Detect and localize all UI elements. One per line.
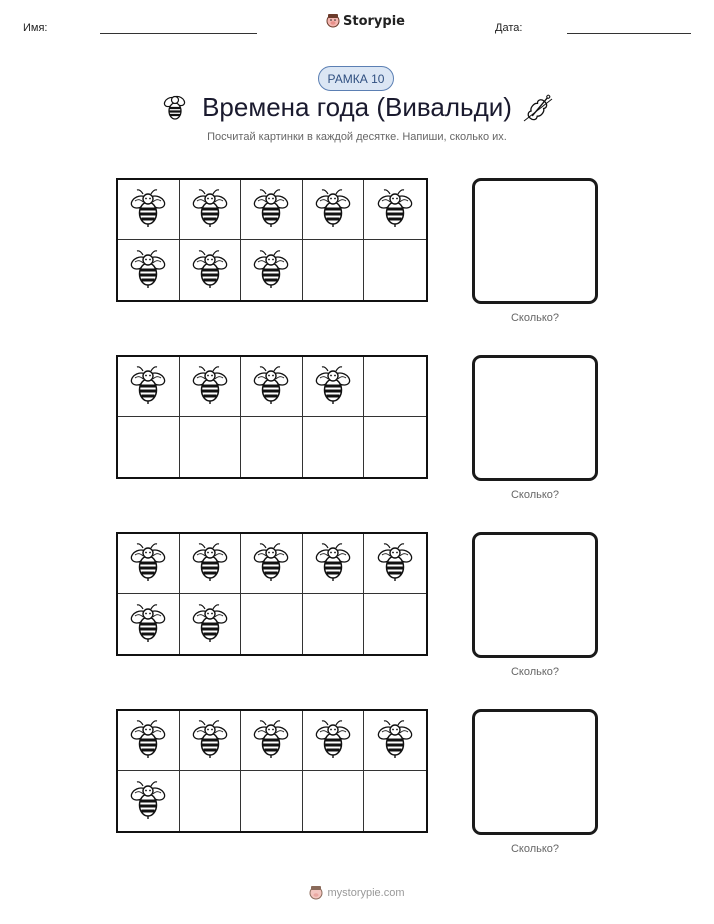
- ten-frame-cell: [241, 357, 303, 417]
- bee-icon: [188, 246, 232, 295]
- ten-frame-cell: [118, 594, 180, 654]
- bee-icon: [126, 600, 170, 649]
- ten-frame-cell: [364, 771, 426, 831]
- ten-frame-cell: [303, 417, 365, 477]
- ten-frame-cell: [180, 534, 242, 594]
- bee-icon: [126, 777, 170, 826]
- bee-icon: [188, 362, 232, 411]
- ten-frame-cell: [303, 711, 365, 771]
- bee-icon: [311, 539, 355, 588]
- bee-icon: [249, 246, 293, 295]
- bee-icon: [126, 716, 170, 765]
- brand: [326, 13, 405, 29]
- ten-frame-cell: [241, 180, 303, 240]
- bee-icon: [249, 362, 293, 411]
- ten-frame-cell: [303, 771, 365, 831]
- ten-frame-cell: [364, 594, 426, 654]
- answer-box[interactable]: [472, 532, 598, 658]
- footer: [0, 885, 714, 901]
- answer-label: Сколько?: [510, 666, 560, 678]
- ten-frame-cell: [180, 357, 242, 417]
- footer-url: mystorypie.com: [327, 887, 405, 899]
- ten-frame-cell: [241, 534, 303, 594]
- ten-frame: [116, 709, 428, 833]
- bee-icon: [373, 716, 417, 765]
- ten-frame-cell: [241, 711, 303, 771]
- name-label: Имя:: [23, 22, 48, 34]
- bee-icon: [188, 539, 232, 588]
- ten-frame-cell: [303, 180, 365, 240]
- ten-frame-cell: [241, 240, 303, 300]
- ten-frame: [116, 178, 428, 302]
- ten-frame-cell: [364, 711, 426, 771]
- ten-frame-cell: [118, 771, 180, 831]
- frame-badge: РАМКА 10: [318, 66, 394, 91]
- pig-mascot-icon: [326, 13, 340, 29]
- ten-frame-cell: [303, 357, 365, 417]
- answer-box[interactable]: [472, 355, 598, 481]
- bee-icon: [126, 185, 170, 234]
- answer-label: Сколько?: [510, 489, 560, 501]
- bee-icon: [249, 539, 293, 588]
- bee-icon: [311, 716, 355, 765]
- ten-frame-cell: [118, 417, 180, 477]
- ten-frame-cell: [118, 534, 180, 594]
- ten-frame-cell: [241, 771, 303, 831]
- pig-mascot-icon: [309, 885, 323, 901]
- ten-frame-cell: [180, 240, 242, 300]
- ten-frame-cell: [241, 594, 303, 654]
- ten-frame-cell: [303, 534, 365, 594]
- violin-icon: [520, 91, 556, 132]
- bee-icon: [249, 716, 293, 765]
- answer-box[interactable]: [472, 178, 598, 304]
- ten-frame-cell: [364, 240, 426, 300]
- ten-frame-cell: [118, 240, 180, 300]
- ten-frame-cell: [364, 180, 426, 240]
- ten-frame-cell: [180, 771, 242, 831]
- instructions: Посчитай картинки в каждой десятке. Напиши, сколько их.: [207, 131, 507, 143]
- ten-frame-cell: [180, 594, 242, 654]
- ten-frame-cell: [241, 417, 303, 477]
- bee-icon: [249, 185, 293, 234]
- bee-icon: [188, 600, 232, 649]
- ten-frame-cell: [364, 357, 426, 417]
- ten-frame-cell: [118, 180, 180, 240]
- ten-frame-cell: [118, 357, 180, 417]
- ten-frame-cell: [303, 594, 365, 654]
- ten-frame-cell: [364, 417, 426, 477]
- answer-box[interactable]: [472, 709, 598, 835]
- answer-label: Сколько?: [510, 312, 560, 324]
- ten-frame: [116, 355, 428, 479]
- bee-icon: [126, 362, 170, 411]
- date-label: Дата:: [495, 22, 523, 34]
- bee-icon: [373, 185, 417, 234]
- bee-icon: [373, 539, 417, 588]
- name-line[interactable]: [100, 33, 257, 34]
- ten-frame-cell: [180, 180, 242, 240]
- bee-icon: [311, 185, 355, 234]
- bee-icon: [126, 246, 170, 295]
- bee-icon: [188, 716, 232, 765]
- brand-name: Storypie: [343, 13, 405, 29]
- ten-frame-cell: [180, 417, 242, 477]
- date-line[interactable]: [567, 33, 691, 34]
- bee-icon: [126, 539, 170, 588]
- bee-icon: [311, 362, 355, 411]
- ten-frame-cell: [118, 711, 180, 771]
- page-title: Времена года (Вивальди): [202, 92, 512, 122]
- ten-frame-cell: [303, 240, 365, 300]
- ten-frame-cell: [180, 711, 242, 771]
- ten-frame-cell: [364, 534, 426, 594]
- answer-label: Сколько?: [510, 843, 560, 855]
- bee-icon: [188, 185, 232, 234]
- ten-frame: [116, 532, 428, 656]
